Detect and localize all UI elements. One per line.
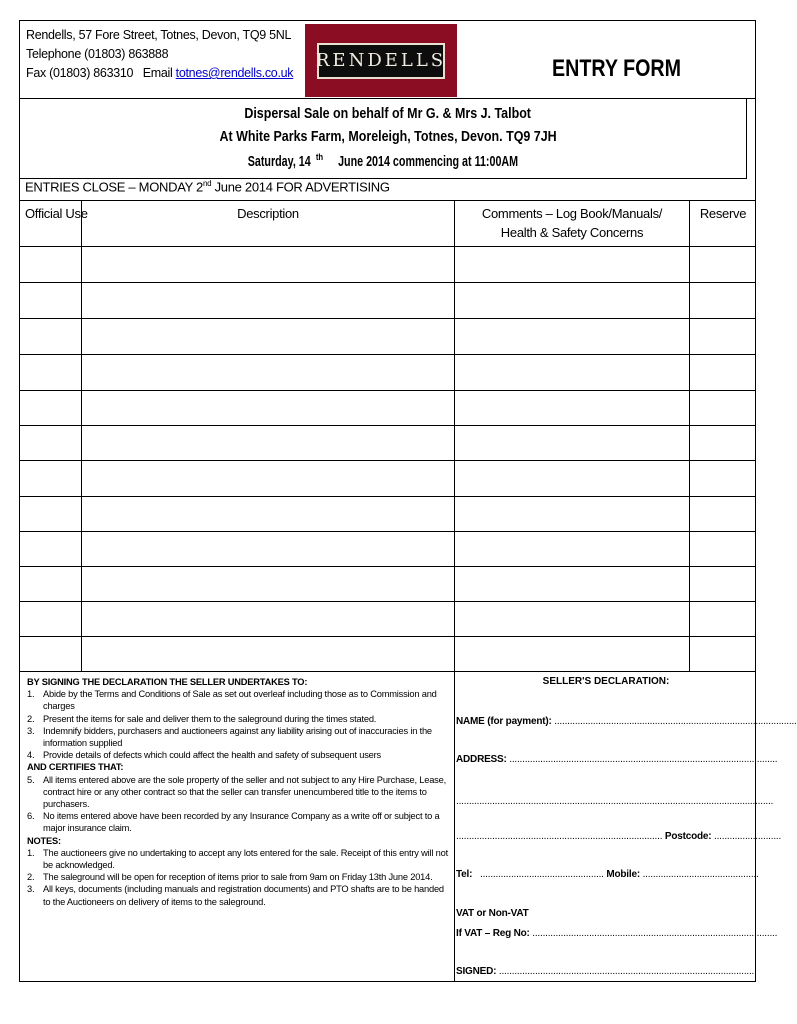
col-official-use: Official Use — [25, 206, 88, 221]
notes-list — [27, 847, 452, 908]
company-fax-email — [26, 64, 293, 83]
email-link[interactable]: totnes@rendells.co.uk — [175, 66, 294, 80]
list-item: 2. The saleground will be open for reception of items prior to sale from 9am on Friday 13th June 2014. — [27, 872, 433, 883]
certifies-heading: AND CERTIFIES THAT: — [27, 762, 124, 773]
company-telephone: Telephone (01803) 863888 — [26, 47, 169, 61]
vat-status-field[interactable]: VAT or Non-VAT — [456, 908, 529, 919]
rendells-logo — [305, 24, 457, 97]
fax-number: Fax (01803) 863310 — [26, 66, 134, 80]
list-item: 3. All keys, documents (including manuals and registration documents) and PTO shafts are to be handed to the Auctioneers on delivery of items to the saleground. — [27, 884, 444, 907]
seller-undertakings — [27, 676, 452, 908]
tel-mobile-field[interactable]: Tel: ................................................ Mobile: ............................................. — [456, 869, 759, 880]
list-item: 4. Provide details of defects which could affect the health and safety of subsequent users — [27, 750, 381, 761]
seller-declaration-title: SELLER'S DECLARATION: — [542, 676, 670, 687]
list-item: 1. The auctioneers give no undertaking to accept any lots entered for the sale. Receipt of this entry will not be acknowledged. — [27, 847, 448, 871]
list-item: 2. Present the items for sale and deliver them to the saleground during the times stated. — [27, 713, 377, 724]
entries-close-notice: ENTRIES CLOSE – MONDAY 2nd June 2014 FOR ADVERTISING — [25, 179, 390, 195]
header-divider — [19, 98, 756, 99]
email-label: Email — [142, 66, 173, 80]
address-line-2-field[interactable]: ........................................................................................................................... — [456, 796, 774, 807]
form-title: ENTRY FORM — [552, 55, 682, 82]
undertakes-heading: BY SIGNING THE DECLARATION THE SELLER UNDERTAKES TO: — [27, 677, 308, 687]
postcode-field[interactable]: ................................................................................ Postcode: .......................... — [456, 831, 782, 842]
logo-text: RENDELLS — [315, 50, 447, 71]
list-item: 1. Abide by the Terms and Conditions of Sale as set out overleaf including those as to Commission and charges — [27, 689, 437, 712]
signature-field[interactable]: SIGNED: .................................................................................................... — [456, 966, 757, 977]
vat-reg-field[interactable]: If VAT – Reg No: ............................................................................................... — [456, 928, 778, 939]
sale-line-2: At White Parks Farm, Moreleigh, Totnes, Devon. TQ9 7JH — [219, 129, 557, 145]
sale-line-1: Dispersal Sale on behalf of Mr G. & Mrs J. Talbot — [244, 106, 532, 122]
list-item: 5. All items entered above are the sole property of the seller and not subject to any Hire Purchase, Lease, contract hire or any other contract so that the seller can transfer unencumbered title to the items to purchasers. — [27, 774, 446, 810]
sale-line-3: Saturday, 14 $^{th}$June 2014 commencing at 11:00AM — [248, 152, 519, 170]
certifies-list — [27, 774, 452, 835]
list-item: 3. Indemnify bidders, purchasers and auctioneers against any liability arising out of inaccuracies in the information supplied — [27, 725, 432, 749]
list-item: 6. No items entered above have been recorded by any Insurance Company as a write off or subject to a major insurance claim. — [27, 811, 440, 834]
col-reserve: Reserve — [699, 206, 747, 221]
company-address: Rendells, 57 Fore Street, Totnes, Devon, TQ9 5NL — [26, 28, 292, 42]
col-description: Description — [237, 206, 299, 221]
undertakes-list — [27, 688, 452, 761]
address-field[interactable]: ADDRESS: ........................................................................................................ — [456, 754, 778, 765]
company-contact — [26, 26, 293, 83]
name-field[interactable]: NAME (for payment): .............................................................................................. — [456, 716, 797, 727]
col-comments: Comments – Log Book/Manuals/ Health & Safety Concerns — [481, 206, 663, 240]
notes-heading: NOTES: — [27, 835, 61, 846]
logo-plaque — [317, 43, 445, 79]
